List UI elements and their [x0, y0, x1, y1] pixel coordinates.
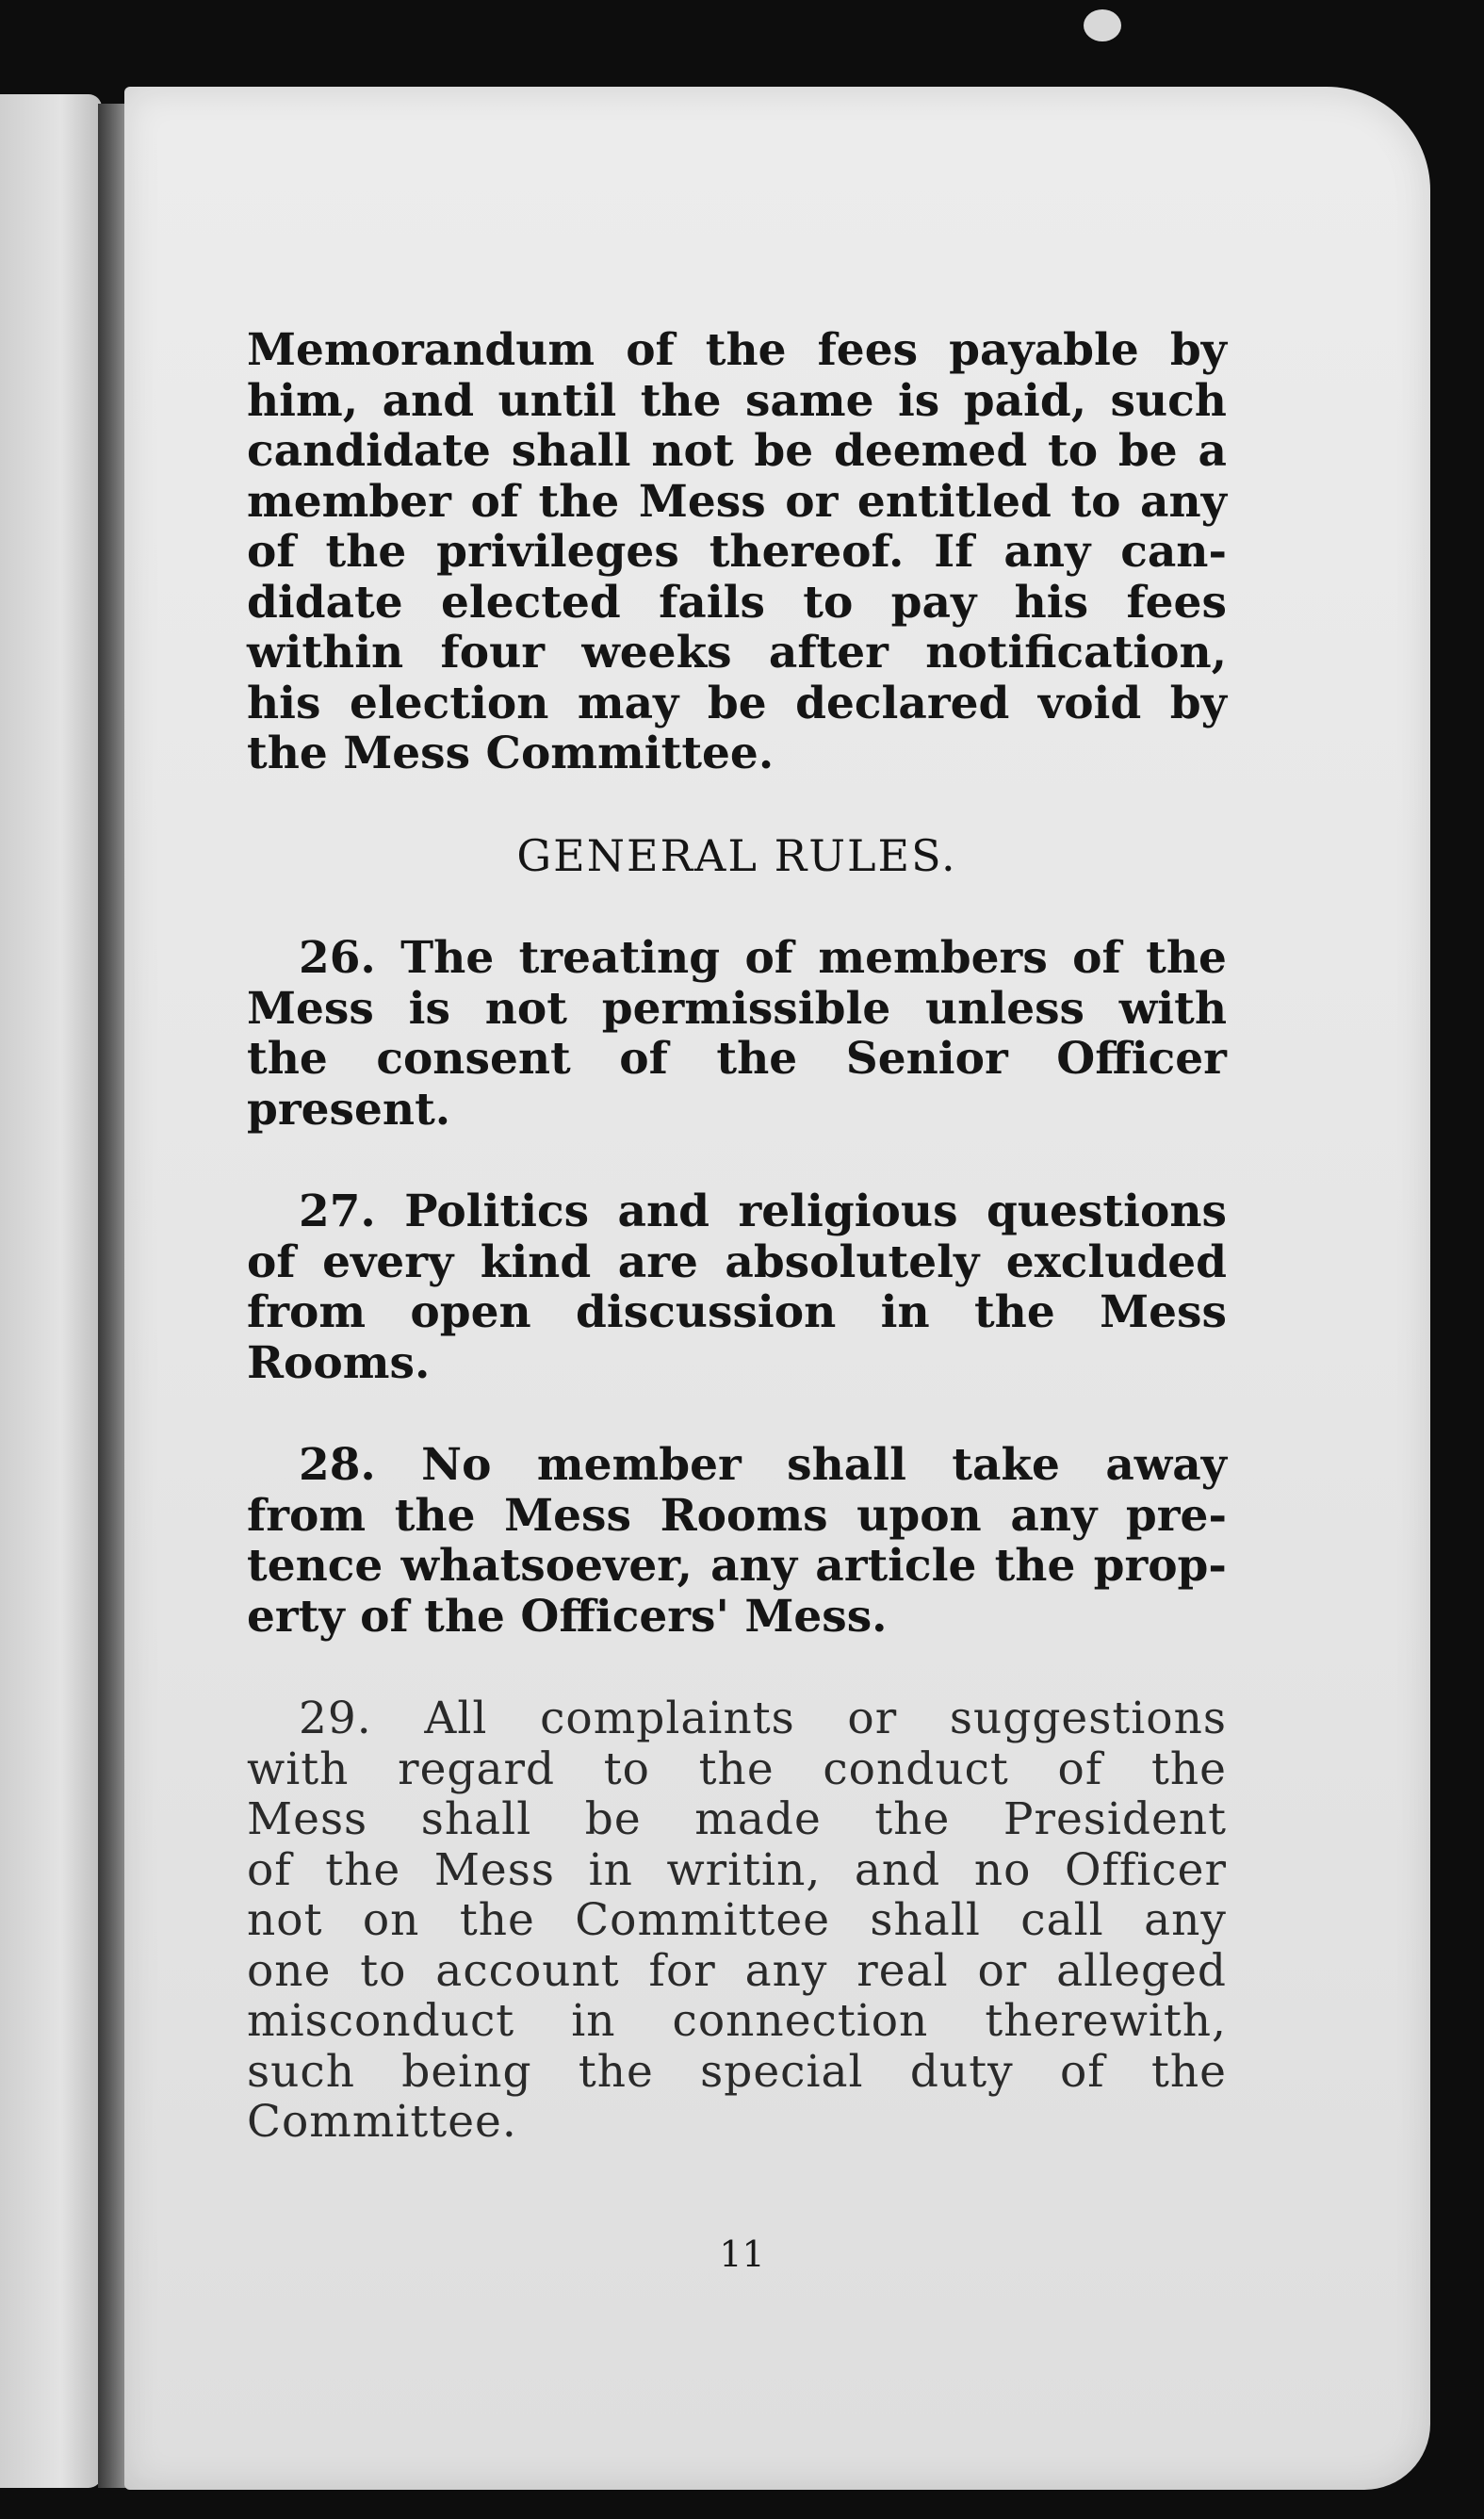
text-line: candidate shall not be deemed to be a [247, 425, 1227, 477]
text-line: misconduct in connection therewith, [247, 1995, 1227, 2047]
text-line: of the Mess in writin, and no Officer [247, 1843, 1227, 1896]
text-line: such being the special duty of the [247, 2045, 1227, 2098]
dust-speck [1084, 9, 1121, 41]
text-line: Memorandum of the fees payable by [247, 324, 1227, 376]
text-line: the Mess Committee. [247, 728, 775, 779]
facing-page-edge [0, 94, 102, 2488]
rules-list [247, 933, 1227, 2148]
text-line: tence whatsoever, any article the prop- [247, 1540, 1227, 1592]
text-line: 26. The treating of members of the [299, 932, 1227, 984]
text-line: didate elected fails to pay his fees [247, 576, 1227, 629]
page-number: 11 [719, 2233, 765, 2275]
text-line: the consent of the Senior Officer [247, 1033, 1227, 1085]
text-line: with regard to the conduct of the [247, 1742, 1227, 1795]
text-line: from the Mess Rooms upon any pre- [247, 1489, 1227, 1542]
rule-paragraph [247, 1440, 1227, 1642]
rule-paragraph [247, 933, 1227, 1135]
text-line: within four weeks after notification, [247, 627, 1227, 679]
page-text [247, 325, 1227, 2200]
text-line: his election may be declared void by [247, 677, 1227, 729]
text-line: 29. All complaints or suggestions [299, 1693, 1227, 1744]
text-line: from open discussion in the Mess [247, 1286, 1227, 1338]
rule-paragraph [247, 1186, 1227, 1388]
text-line: of every kind are absolutely excluded [247, 1235, 1227, 1288]
text-line: Mess shall be made the President [247, 1793, 1227, 1845]
text-line: of the privileges thereof. If any can- [247, 526, 1227, 578]
text-line: Committee. [247, 2096, 517, 2148]
text-line: 27. Politics and religious questions [299, 1186, 1227, 1237]
text-line: member of the Mess or entitled to any [247, 475, 1227, 528]
section-heading: GENERAL RULES. [516, 829, 957, 881]
text-line: present. [247, 1083, 451, 1136]
text-line: one to account for any real or alleged [247, 1944, 1227, 1997]
text-line: 28. No member shall take away [299, 1439, 1227, 1491]
text-line: erty of the Officers' Mess. [247, 1590, 888, 1643]
rule-paragraph [247, 1693, 1227, 2148]
text-line: Mess is not permissible unless with [247, 982, 1227, 1035]
continuation-paragraph [247, 325, 1227, 779]
text-line: Rooms. [247, 1336, 431, 1389]
text-line: not on the Committee shall call any [247, 1894, 1227, 1946]
text-line: him, and until the same is paid, such [247, 374, 1227, 427]
